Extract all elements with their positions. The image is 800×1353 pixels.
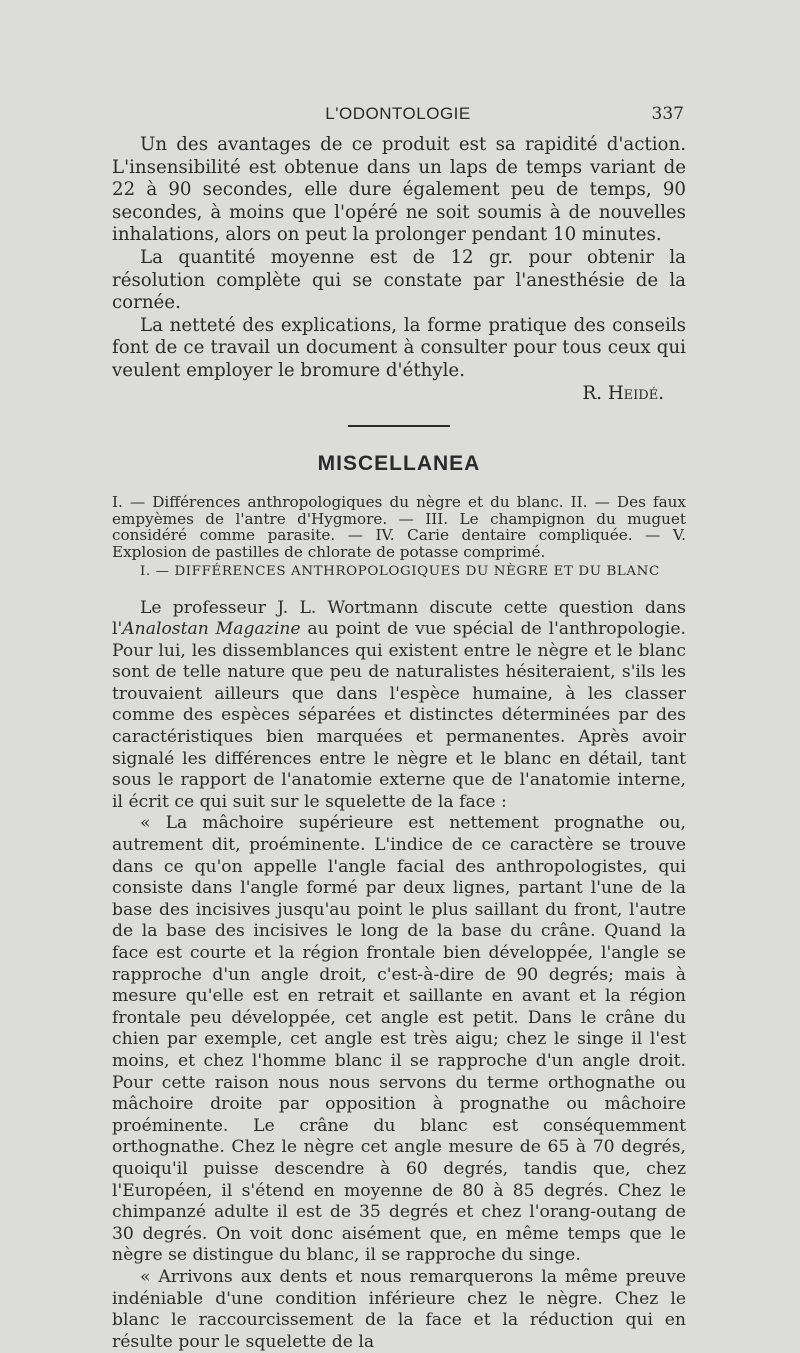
page-body <box>112 134 686 1353</box>
summary-text: I. — Différences anthropologiques du nègre et du blanc. II. — Des faux empyèmes de l'antre d'Hygmore. — III. Le champignon du muguet considéré comme parasite. — IV. Carie dentaire compliquée. — V. Explosion de pastilles de chlorate de potasse comprimé. <box>112 494 686 561</box>
running-title: L'ODONTOLOGIE <box>112 104 684 124</box>
article-p1-lead: Le professeur J. L. Wortmann discute cette question dans l' <box>112 598 686 640</box>
article-text <box>112 598 686 1353</box>
signature-initial: R. <box>583 383 602 404</box>
journal-title: Analostan Magazine <box>122 619 300 639</box>
intro-paragraph-2: La quantité moyenne est de 12 gr. pour obtenir la résolution complète qui se constate par l'anesthésie de la cornée. <box>112 247 686 315</box>
section-divider <box>348 425 450 427</box>
article-paragraph-1 <box>112 598 686 814</box>
section-summary <box>112 494 686 561</box>
article-paragraph-2: « La mâchoire supérieure est nettement prognathe ou, autrement dit, proéminente. L'indice de ce caractère se trouve dans ce qu'on appelle l'angle facial des anthropologistes, qui consiste dans l'angle formé par deux lignes, partant l'une de la base des incisives jusqu'au point le plus saillant du front, l'autre de la base des incisives le long de la base du crâne. Quand la face est courte et la région frontale bien développée, l'angle se rapproche d'un angle droit, c'est-à-dire de 90 degrés; mais à mesure qu'elle est en retrait et saillante en avant et la région frontale peu développée, cet angle est petit. Dans le crâne du chien par exemple, cet angle est très aigu; chez le singe il l'est moins, et chez l'homme blanc il se rapproche d'un angle droit. Pour cette raison nous nous servons du terme orthognathe ou mâchoire droite par opposition à prognathe ou mâchoire proéminente. Le crâne du blanc est conséquemment orthognathe. Chez le nègre cet angle mesure de 65 à 70 degrés, quoiqu'il puisse descendre à 60 degrés, tandis que, chez l'Européen, il s'étend en moyenne de 80 à 85 degrés. Chez le chimpanzé adulte il est de 35 degrés et chez l'orang-outang de 30 degrés. On voit donc aisément que, en même temps que le nègre se distingue du blanc, il se rapproche du singe. <box>112 813 686 1266</box>
page-header <box>112 104 684 128</box>
signature-name: Heidé. <box>608 383 664 404</box>
article-heading: I. — DIFFÉRENCES ANTHROPOLOGIQUES DU NÈGRE ET DU BLANC <box>112 561 686 584</box>
intro-paragraph-3: La netteté des explications, la forme pratique des conseils font de ce travail un document à consulter pour tous ceux qui veulent employer le bromure d'éthyle. <box>112 315 686 383</box>
intro-paragraph-1: Un des avantages de ce produit est sa rapidité d'action. L'insensibilité est obtenue dans un laps de temps variant de 22 à 90 secondes, elle dure également peu de temps, 90 secondes, à moins que l'opéré ne soit soumis à de nouvelles inhalations, alors on peut la prolonger pendant 10 minutes. <box>112 134 686 247</box>
article-p1-rest: au point de vue spécial de l'anthropologie. Pour lui, les dissemblances qui existent entre le nègre et le blanc sont de telle nature que peu de naturalistes hésiteraient, s'ils les trouvaient ailleurs que dans l'espèce humaine, à les classer comme des espèces séparées et distinctes déterminées par des caractéristiques bien marquées et permanentes. Après avoir signalé les différences entre le nègre et le blanc en détail, tant sous le rapport de l'anatomie externe que de l'anatomie interne, il écrit ce qui suit sur le squelette de la face : <box>112 619 686 812</box>
page-number: 337 <box>652 104 684 124</box>
article-paragraph-3: « Arrivons aux dents et nous remarquerons la même preuve indéniable d'une condition inférieure chez le nègre. Chez le blanc le raccourcissement de la face et la réduction qui en résulte pour le squelette de la <box>112 1267 686 1353</box>
section-title: MISCELLANEA <box>112 453 686 476</box>
signature <box>112 383 686 406</box>
